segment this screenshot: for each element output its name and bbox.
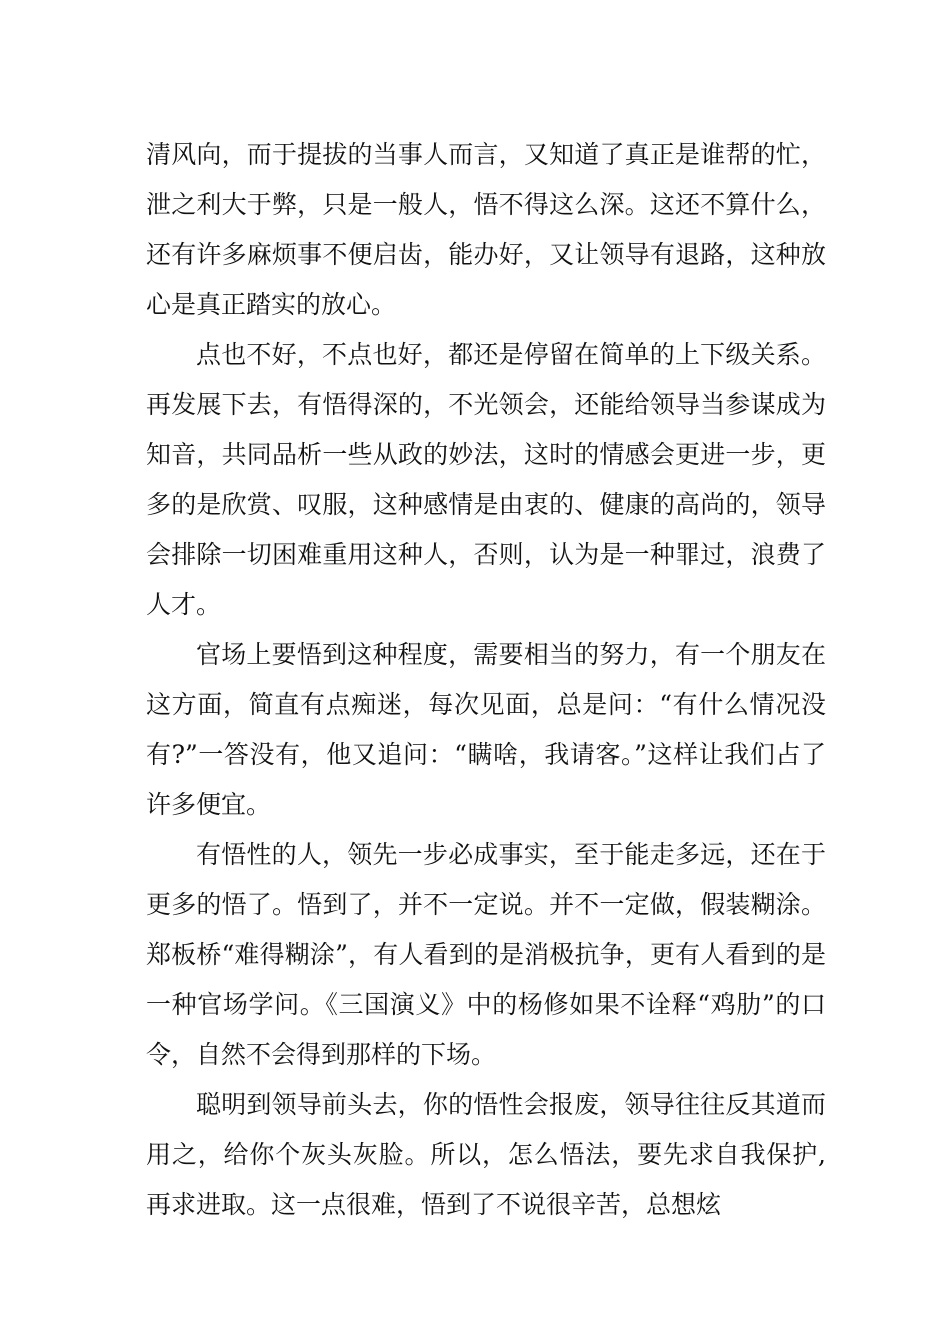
paragraph-4: 有悟性的人，领先一步必成事实，至于能走多远，还在于更多的悟了。悟到了，并不一定说。并不一定做，假装糊涂。郑板桥“难得糊涂”，有人看到的是消极抗争，更有人看到的是一种官场学问。《三国演义》中的杨修如果不诠释“鸡肋”的口令，自然不会得到那样的下场。 — [146, 840, 826, 1069]
document-body — [146, 130, 826, 1230]
paragraph-1: 清风向，而于提拔的当事人而言，又知道了真正是谁帮的忙，泄之利大于弊，只是一般人，悟不得这么深。这还不算什么，还有许多麻烦事不便启齿，能办好，又让领导有退路，这种放心是真正踏实的放心。 — [146, 140, 826, 319]
paragraph-3: 官场上要悟到这种程度，需要相当的努力，有一个朋友在这方面，简直有点痴迷，每次见面，总是问：“有什么情况没有?”一答没有，他又追问：“瞒啥，我请客。”这样让我们占了许多便宜。 — [146, 640, 826, 819]
paragraph-5: 聪明到领导前头去，你的悟性会报废，领导往往反其道而用之，给你个灰头灰脸。所以，怎么悟法，要先求自我保护,再求进取。这一点很难，悟到了不说很辛苦，总想炫 — [146, 1090, 826, 1219]
paragraph-2: 点也不好，不点也好，都还是停留在简单的上下级关系。再发展下去，有悟得深的，不光领会，还能给领导当参谋成为知音，共同品析一些从政的妙法，这时的情感会更进一步，更多的是欣赏、叹服，这种感情是由衷的、健康的高尚的，领导会排除一切困难重用这种人，否则，认为是一种罪过，浪费了人才。 — [146, 340, 826, 619]
